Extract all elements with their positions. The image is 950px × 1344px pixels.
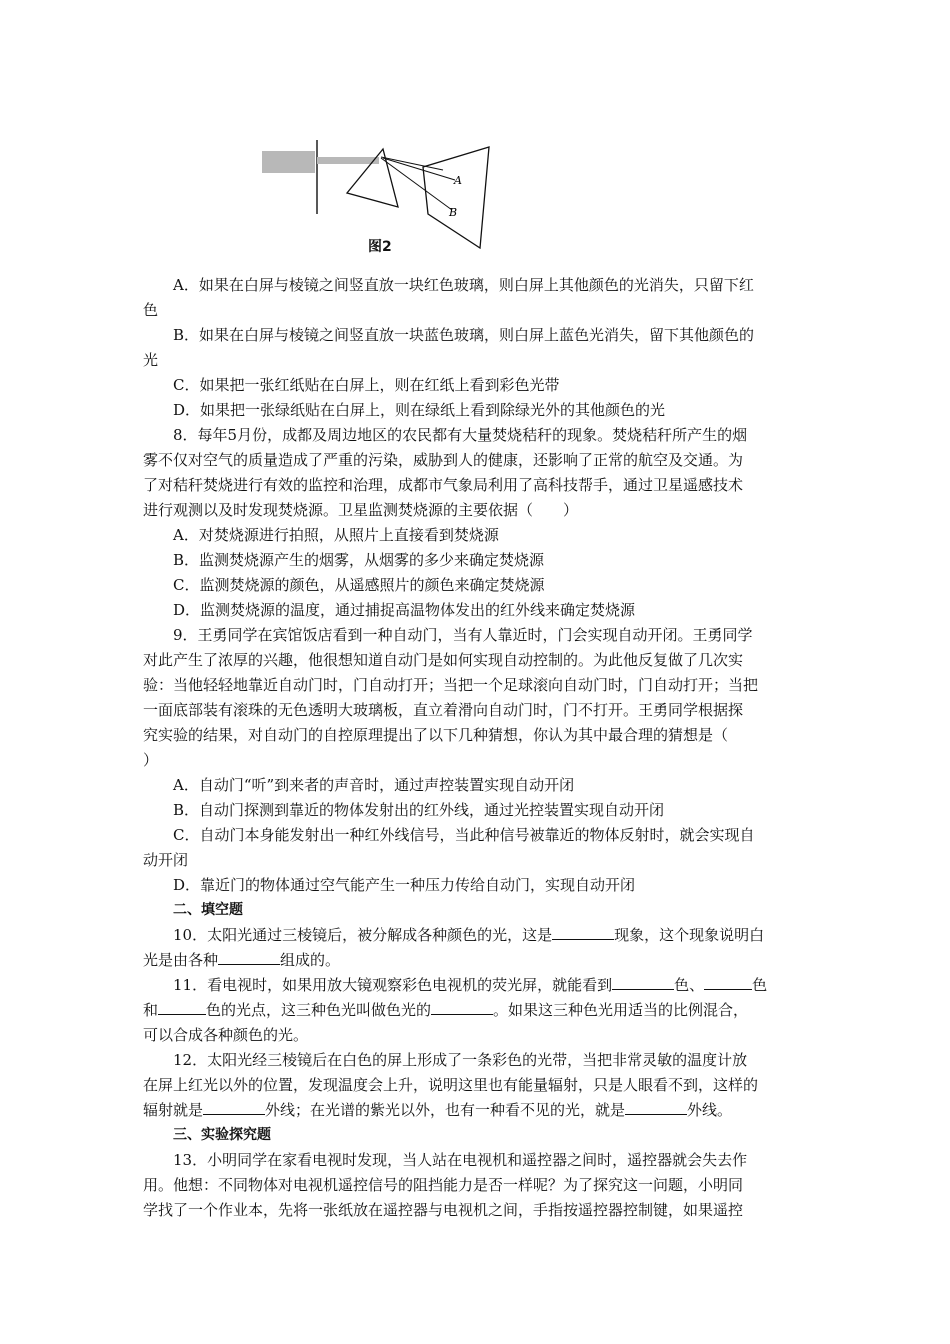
q11-blank-3 xyxy=(158,999,206,1015)
ray-upper xyxy=(383,158,455,180)
section-experiment-heading: 三、实验探究题 xyxy=(173,1127,271,1143)
q8-option-c: C．监测焚烧源的颜色，从遥感照片的颜色来确定焚烧源 xyxy=(173,576,545,594)
q11-blank-4 xyxy=(431,999,493,1015)
q12-text-2: 外线；在光谱的紫光以外，也有一种看不见的光，就是 xyxy=(265,1101,626,1119)
q11-text-6: 。如果这三种色光用适当的比例混合， xyxy=(493,1001,749,1019)
q12-blank-2 xyxy=(625,1099,687,1115)
q11-line3: 可以合成各种颜色的光。 xyxy=(143,1026,309,1044)
q13-line1: 13．小明同学在家看电视时发现，当人站在电视机和遥控器之间时，遥控器就会失去作 xyxy=(173,1151,748,1169)
section-fill-blank-heading: 二、填空题 xyxy=(173,902,243,918)
q11-text-4: 和 xyxy=(143,1001,159,1019)
q11-line1 xyxy=(143,973,807,998)
q9-option-b: B．自动门探测到靠近的物体发射出的红外线，通过光控装置实现自动开闭 xyxy=(173,801,665,819)
q12-text-3: 外线。 xyxy=(687,1101,733,1119)
q9-option-d: D．靠近门的物体通过空气能产生一种压力传给自动门，实现自动开闭 xyxy=(173,876,636,894)
q8-option-d: D．监测焚烧源的温度，通过捕捉高温物体发出的红外线来确定焚烧源 xyxy=(173,601,636,619)
figure-caption: 图2 xyxy=(368,239,392,255)
q8-stem-line1: 8．每年5月份，成都及周边地区的农民都有大量焚烧秸秆的现象。焚烧秸秆所产生的烟 xyxy=(173,426,748,444)
q11-text-3: 色 xyxy=(752,976,768,994)
q7-option-d: D．如果把一张绿纸贴在白屏上，则在绿纸上看到除绿光外的其他颜色的光 xyxy=(173,401,666,419)
q13-line3: 学找了一个作业本，先将一张纸放在遥控器与电视机之间，手指按遥控器控制键，如果遥控 xyxy=(143,1201,744,1219)
q9-stem-line3: 验：当他轻轻地靠近自动门时，门自动打开；当把一个足球滚向自动门时，门自动打开；当把 xyxy=(143,676,759,694)
q10-text-1: 10．太阳光通过三棱镜后，被分解成各种颜色的光，这是 xyxy=(173,926,553,944)
q11-line2 xyxy=(143,998,807,1023)
q7-option-b-line2: 光 xyxy=(143,351,159,369)
q13-line2: 用。他想：不同物体对电视机遥控信号的阻挡能力是否一样呢？为了探究这一问题，小明同 xyxy=(143,1176,744,1194)
q11-text-2: 色、 xyxy=(674,976,705,994)
light-beam xyxy=(317,157,379,164)
light-source-block xyxy=(262,151,315,173)
q10-text-4: 组成的。 xyxy=(280,951,341,969)
q10-blank-2 xyxy=(218,949,280,965)
q9-option-a: A．自动门“听”到来者的声音时，通过声控装置实现自动开闭 xyxy=(173,776,575,794)
q9-stem-line2: 对此产生了浓厚的兴趣，他很想知道自动门是如何实现自动控制的。为此他反复做了几次实 xyxy=(143,651,744,669)
q7-option-b-line1: B．如果在白屏与棱镜之间竖直放一块蓝色玻璃，则白屏上蓝色光消失，留下其他颜色的 xyxy=(173,326,755,344)
q10-line2 xyxy=(143,948,807,973)
q12-line3 xyxy=(143,1098,807,1123)
q8-option-a: A．对焚烧源进行拍照，从照片上直接看到焚烧源 xyxy=(173,526,499,544)
q10-text-3: 光是由各种 xyxy=(143,951,219,969)
q9-option-c-line1: C．自动门本身能发射出一种红外线信号，当此种信号被靠近的物体反射时，就会实现自 xyxy=(173,826,755,844)
q7-option-c: C．如果把一张红纸贴在白屏上，则在红纸上看到彩色光带 xyxy=(173,376,560,394)
q8-stem-line3: 了对秸秆焚烧进行有效的监控和治理，成都市气象局利用了高科技帮手，通过卫星遥感技术 xyxy=(143,476,744,494)
q9-stem-line5: 究实验的结果，对自动门的自控原理提出了以下几种猜想，你认为其中最合理的猜想是（ xyxy=(143,726,729,744)
q9-option-c-line2: 动开闭 xyxy=(143,851,189,869)
q11-blank-2 xyxy=(704,974,752,990)
q11-text-5: 色的光点，这三种色光叫做色光的 xyxy=(206,1001,432,1019)
prism-right xyxy=(423,147,489,248)
q8-stem-line4: 进行观测以及时发现焚烧源。卫星监测焚烧源的主要依据（ ） xyxy=(143,501,579,519)
q12-text-1: 辐射就是 xyxy=(143,1101,204,1119)
q10-line1 xyxy=(143,923,807,948)
q11-text-1: 11．看电视时，如果用放大镜观察彩色电视机的荧光屏，就能看到 xyxy=(173,976,613,994)
q12-line1: 12．太阳光经三棱镜后在白色的屏上形成了一条彩色的光带，当把非常灵敏的温度计放 xyxy=(173,1051,748,1069)
q7-option-a-line2: 色 xyxy=(143,301,159,319)
question-content xyxy=(143,273,807,1223)
q7-option-a-line1: A．如果在白屏与棱镜之间竖直放一块红色玻璃，则白屏上其他颜色的光消失，只留下红 xyxy=(173,276,754,294)
q12-blank-1 xyxy=(203,1099,265,1115)
q8-option-b: B．监测焚烧源产生的烟雾，从烟雾的多少来确定焚烧源 xyxy=(173,551,545,569)
q12-line2: 在屏上红光以外的位置，发现温度会上升，说明这里也有能量辐射，只是人眼看不到，这样的 xyxy=(143,1076,759,1094)
q9-stem-line4: 一面底部装有滚珠的无色透明大玻璃板，直立着滑向自动门时，门不打开。王勇同学根据探 xyxy=(143,701,744,719)
q10-text-2: 现象，这个现象说明白 xyxy=(614,926,765,944)
q9-stem-line6: ） xyxy=(143,751,159,769)
q11-blank-1 xyxy=(612,974,674,990)
q8-stem-line2: 雾不仅对空气的质量造成了严重的污染，威胁到人的健康，还影响了正常的航空及交通。为 xyxy=(143,451,744,469)
label-a: A xyxy=(454,174,462,187)
label-b: B xyxy=(449,206,458,219)
q10-blank-1 xyxy=(552,924,614,940)
q9-stem-line1: 9．王勇同学在宾馆饭店看到一种自动门，当有人靠近时，门会实现自动开闭。王勇同学 xyxy=(173,626,753,644)
